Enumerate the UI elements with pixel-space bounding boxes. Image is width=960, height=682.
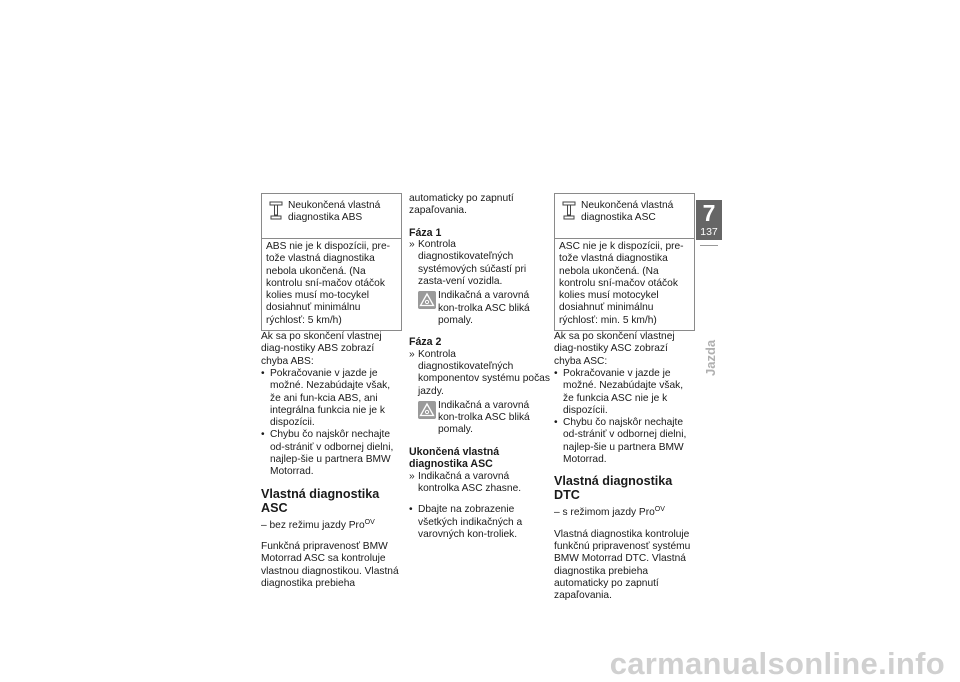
info-box-asc <box>554 193 695 331</box>
info-box-text: ABS nie je k dispozícii, pre-tože vlastná diagnostika nebola ukončená. (Na kontrolu sní-mačov otáčok kolies musí mo-tocykel dosiahnuť minimálnu rýchlosť: 5 km/h) <box>266 241 391 326</box>
info-box-abs <box>261 193 402 331</box>
heading-dtc-diagnostics: Vlastná diagnostika DTC <box>554 474 673 503</box>
asc-body-text: Funkčná pripravenosť BMW Motorrad ASC sa kontroluje vlastnou diagnostikou. Vlastná diagnostika prebieha <box>261 540 399 589</box>
phase-2-note <box>409 400 550 437</box>
condition-line: – bez režimu jazdy Pro$^{OV}$ <box>261 518 375 531</box>
abs-error-list <box>261 368 402 479</box>
wrench-icon <box>269 201 283 221</box>
column-3 <box>554 193 695 602</box>
list-item: • Pokračovanie v jazde je možné. Nezabúdajte však, že ani fun-kcia ABS, ani integrálna funkcia nie je k dispozícii. <box>261 368 402 429</box>
list-item: • Chybu čo najskôr nechajte od-strániť v odbornej dielni, najlep-šie u partnera BMW Motorrad. <box>261 429 402 478</box>
chapter-number: 7 <box>696 200 722 240</box>
condition-text: bez režimu jazdy Pro <box>269 519 365 531</box>
list-item: • Dbajte na zobrazenie všetkých indikačných a varovných kon-troliek. <box>409 504 550 541</box>
action-item: » Indikačná a varovná kontrolka ASC zhasne. <box>409 471 550 496</box>
note-text: Indikačná a varovná kon-trolka ASC bliká pomaly. <box>438 399 530 436</box>
asc-error-paragraph: Ak sa po skončení vlastnej diag-nostiky ASC zobrazí chyba ASC: <box>554 331 675 367</box>
abs-error-paragraph: Ak sa po skončení vlastnej diag-nostiky ABS zobrazí chyba ABS: <box>261 331 382 367</box>
heading-asc-diagnostics: Vlastná diagnostika ASC <box>261 486 380 515</box>
info-box-title: Neukončená vlastná diagnostika ABS <box>288 200 381 224</box>
action-item: » Kontrola diagnostikovateľných systémových súčastí pri zasta-vení vozidla. <box>409 239 550 288</box>
warning-light-icon <box>418 401 436 419</box>
dtc-body-text: Vlastná diagnostika kontroluje funkčnú pripravenosť systému BMW Motorrad DTC. Vlastná diagnostika prebieha automaticky po zapnutí zapaľovania. <box>554 528 691 602</box>
section-label <box>694 318 724 378</box>
section-title: Jazda <box>703 339 718 376</box>
info-box-header <box>555 194 694 239</box>
wrench-icon <box>562 201 576 221</box>
heading-asc-complete: Ukončená vlastná diagnostika ASC <box>409 445 500 471</box>
note-text: Indikačná a varovná kon-trolka ASC bliká pomaly. <box>438 290 530 326</box>
heading-phase-2: Fáza 2 <box>409 336 442 349</box>
column-1 <box>261 193 402 590</box>
continued-text: automaticky po zapnutí zapaľovania. <box>409 193 514 217</box>
divider <box>700 245 718 246</box>
completion-actions <box>409 471 550 496</box>
heading-phase-1: Fáza 1 <box>409 226 442 239</box>
condition-superscript: OV <box>654 506 665 514</box>
info-box-header <box>262 194 401 239</box>
info-box-text: ASC nie je k dispozícii, pre-tože vlastná diagnostika nebola ukončená. (Na kontrolu sní-mačov otáčok kolies musí motocykel dosiahnuť minimálnu rýchlosť: min. 5 km/h) <box>559 241 684 326</box>
condition-superscript: OV <box>364 518 375 526</box>
phase-1-actions <box>409 239 550 288</box>
asc-error-list <box>554 368 695 466</box>
info-box-title: Neukončená vlastná diagnostika ASC <box>581 200 674 224</box>
list-item: • Chybu čo najskôr nechajte od-strániť v odbornej dielni, najlep-šie u partnera BMW Motorrad. <box>554 417 695 466</box>
column-2 <box>409 193 550 541</box>
phase-1-note <box>409 290 550 327</box>
phase-2-actions <box>409 349 550 398</box>
action-item: » Kontrola diagnostikovateľných komponentov systému počas jazdy. <box>409 349 550 398</box>
list-item: • Pokračovanie v jazde je možné. Nezabúdajte však, že funkcia ASC nie je k dispozícii. <box>554 368 695 417</box>
completion-list <box>409 504 550 541</box>
page-number: 137 <box>700 226 718 238</box>
watermark: carmanualsonline.info <box>609 646 945 681</box>
warning-light-icon <box>418 291 436 309</box>
condition-line: – s režimom jazdy Pro$^{OV}$ <box>554 506 665 519</box>
condition-text: s režimom jazdy Pro <box>562 507 655 519</box>
